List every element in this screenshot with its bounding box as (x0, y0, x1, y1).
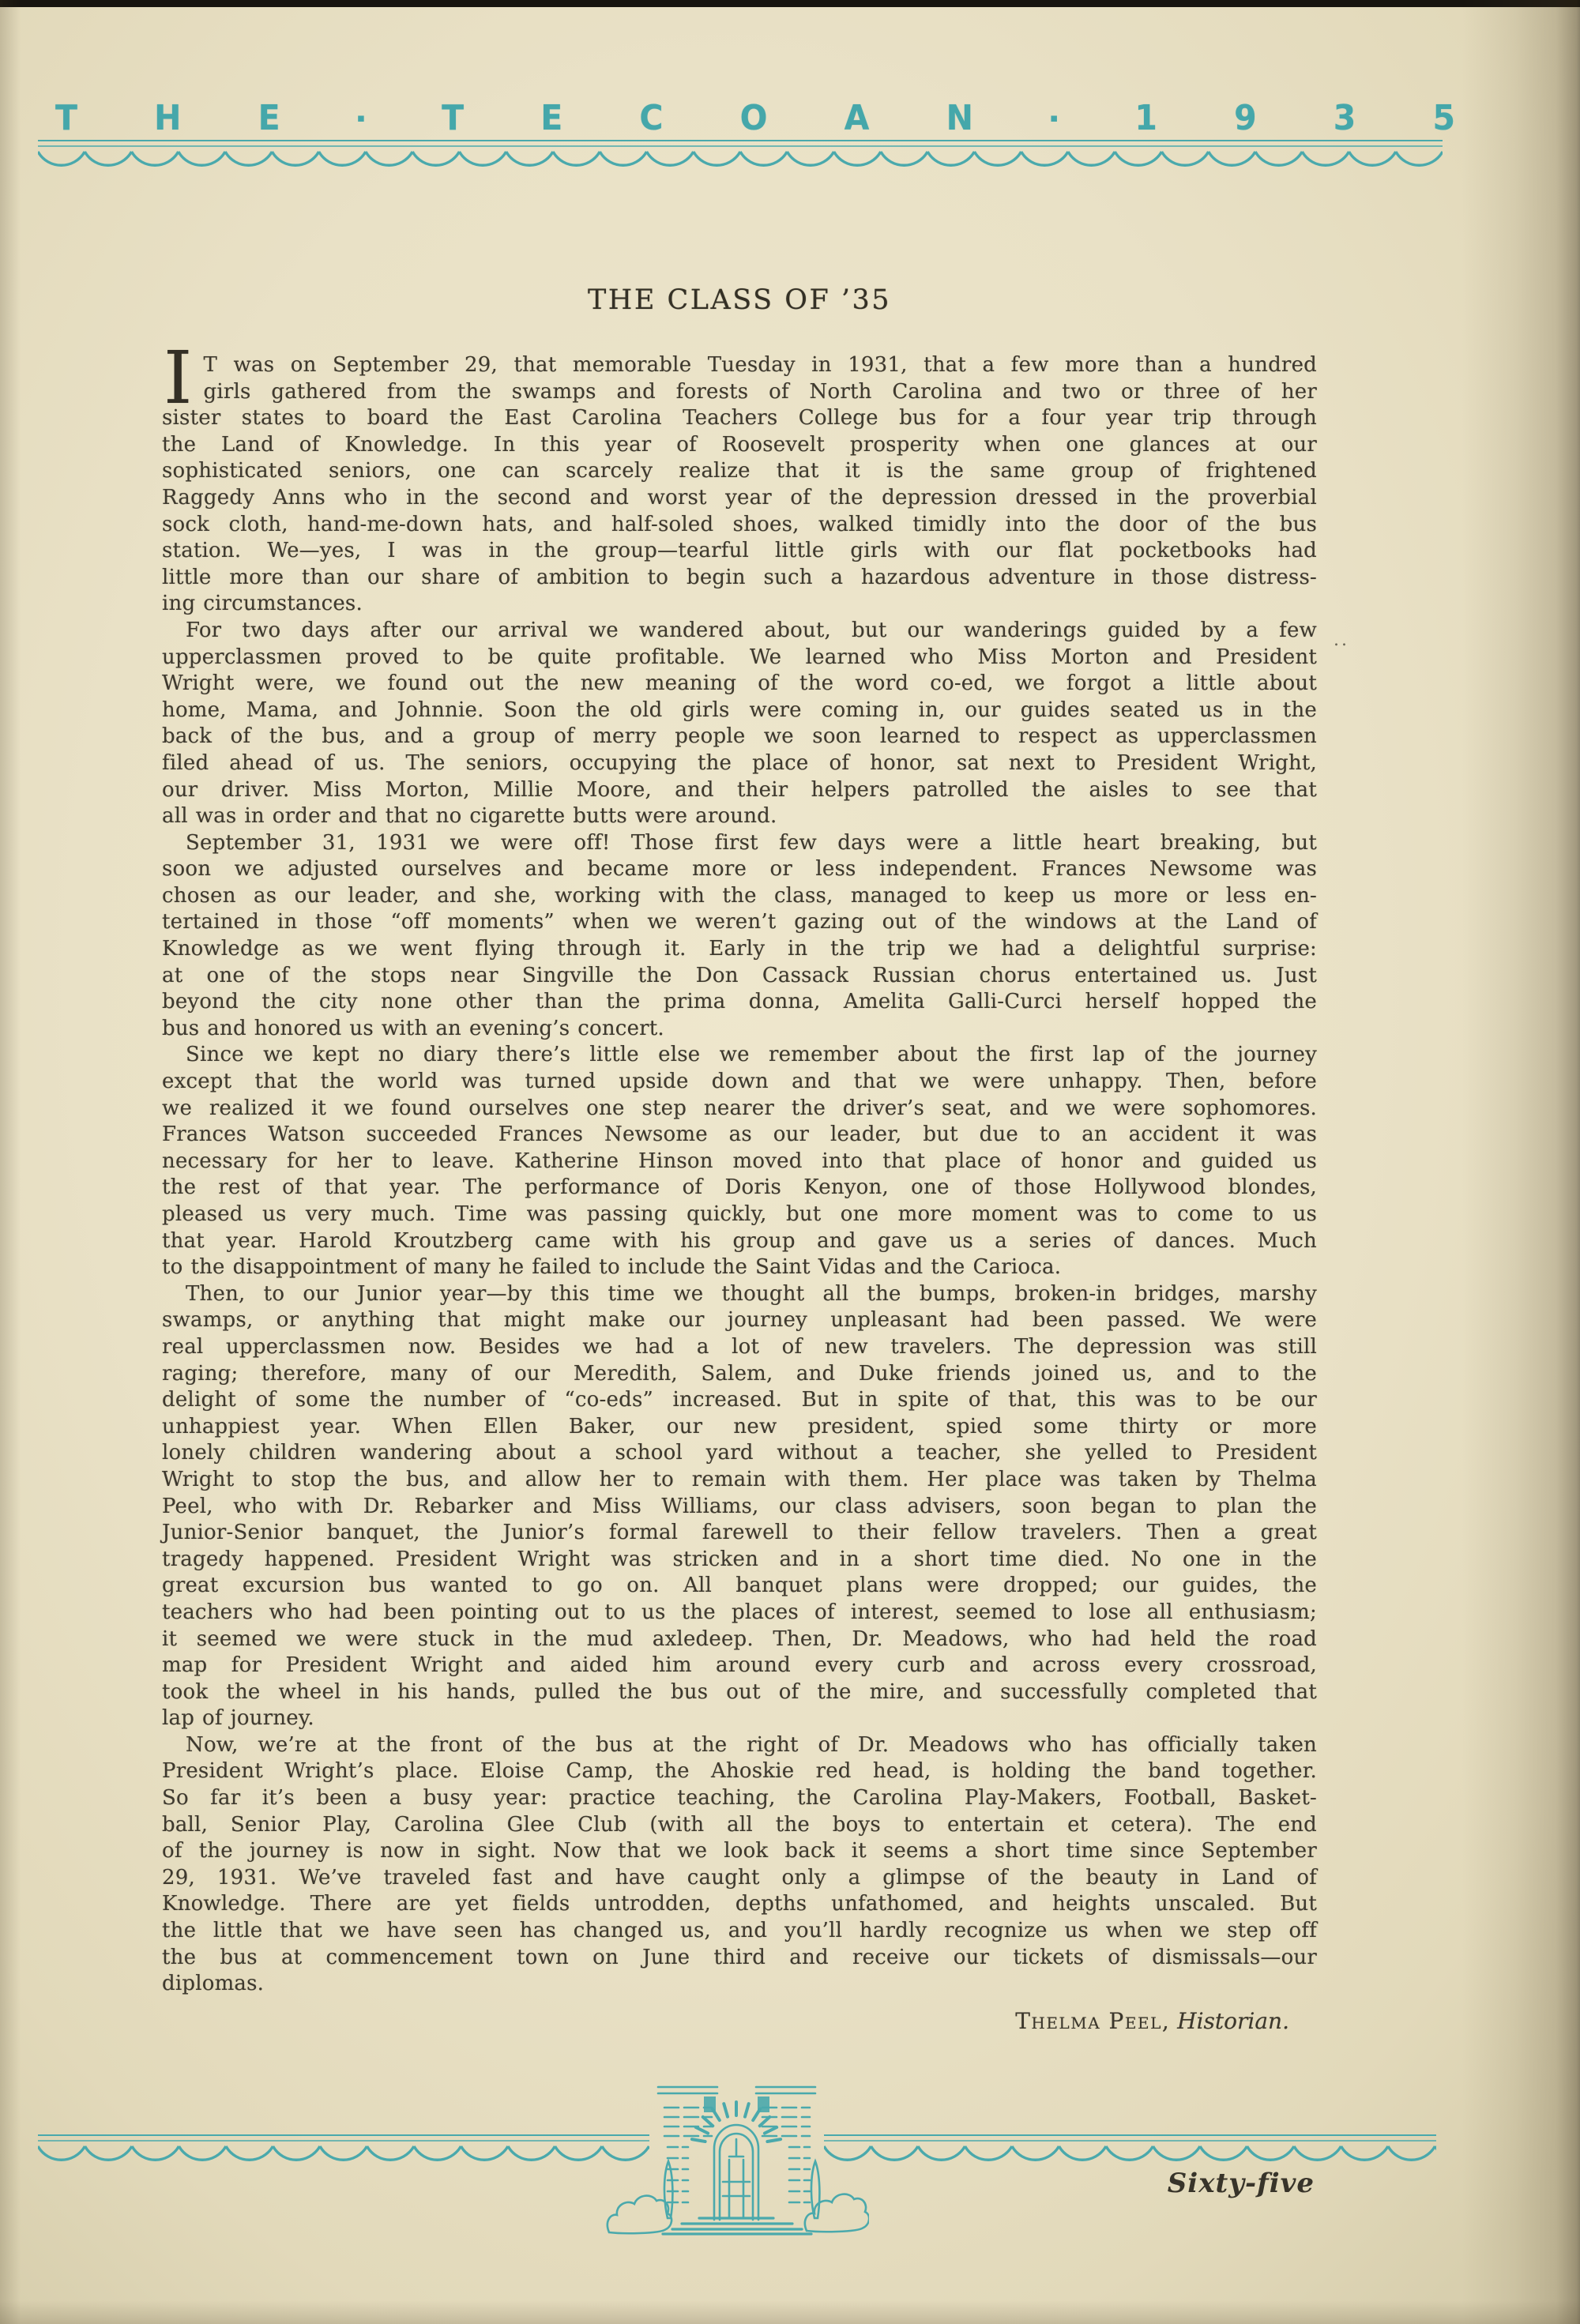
paragraph (162, 1732, 1317, 1998)
scan-left-shadow (0, 0, 21, 2324)
masthead-letter: E (258, 97, 280, 138)
text-line: little more than our share of ambition to begin such a hazardous adventure in those distress- (162, 565, 1317, 589)
text-line: lap of journey. (162, 1706, 314, 1731)
text-line: ball, Senior Play, Carolina Glee Club (with all the boys to entertain et cetera). The end (162, 1812, 1317, 1837)
text-line: the little that we have seen has changed us, and you’ll hardly recognize us when we step off (162, 1919, 1317, 1943)
text-line: at one of the stops near Singville the Don Cassack Russian chorus entertained us. Just (162, 963, 1317, 987)
masthead-letter: 3 (1333, 97, 1356, 138)
text-line: bus and honored us with an evening’s concert. (162, 1016, 664, 1040)
masthead-letter: O (739, 97, 768, 138)
text-line: back of the bus, and a group of merry people we soon learned to respect as upperclassmen (162, 724, 1317, 749)
paragraph (162, 336, 1317, 618)
masthead-letter: 1 (1134, 97, 1157, 138)
text-line: sock cloth, hand-me-down hats, and half-soled shoes, walked timidly into the door of the bus (162, 512, 1317, 536)
text-line: to the disappointment of many he failed to include the Saint Vidas and the Carioca. (162, 1255, 1062, 1280)
scan-bottom-shadow (0, 2300, 1580, 2324)
footer-rule-left (38, 2134, 649, 2142)
text-line: it seemed we were stuck in the mud axledeep. Then, Dr. Meadows, who had held the road (162, 1626, 1317, 1651)
text-line: real upperclassmen now. Besides we had a lot of new travelers. The depression was still (162, 1334, 1317, 1359)
text-line: Junior-Senior banquet, the Junior’s formal farewell to their fellow travelers. Then a great (162, 1521, 1317, 1545)
masthead-letter: H (154, 97, 182, 138)
signature-role: Historian. (1177, 2008, 1289, 2034)
separator-dot-icon: ▪ (1050, 111, 1059, 125)
text-line: delight of some the number of “co-eds” increased. But in spite of that, this was to be our (162, 1388, 1317, 1412)
paragraph (162, 830, 1317, 1043)
signature-name: Thelma Peel, (1015, 2008, 1171, 2034)
wave-border-top-icon (38, 149, 1443, 172)
text-line: chosen as our leader, and she, working with the class, managed to keep us more or less en- (162, 883, 1317, 908)
text-line: necessary for her to leave. Katherine Hinson moved into that place of honor and guided us (162, 1149, 1317, 1173)
page-number: Sixty-five (1167, 2168, 1315, 2199)
scan-right-shadow (1462, 0, 1580, 2324)
text-line: Peel, who with Dr. Rebarker and Miss Williams, our class advisers, soon began to plan the (162, 1494, 1317, 1518)
text-line: Knowledge. There are yet fields untrodden, depths unfathomed, and heights unscaled. But (162, 1892, 1317, 1916)
scan-top-edge (0, 0, 1580, 7)
text-line: Frances Watson succeeded Frances Newsome as our leader, but due to an accident it was (162, 1123, 1317, 1147)
text-line: 29, 1931. We’ve traveled fast and have caught only a glimpse of the beauty in Land of (162, 1865, 1317, 1890)
text-line: tertained in those “off moments” when we weren’t gazing out of the windows at the Land of (162, 910, 1317, 934)
text-line: Knowledge as we went flying through it. Early in the trip we had a delightful surprise: (162, 937, 1317, 961)
masthead-letter: C (639, 97, 664, 138)
masthead-letter: T (442, 97, 465, 138)
text-line: T was on September 29, that memorable Tuesday in 1931, that a few more than a hundred (203, 353, 1317, 377)
text-line: home, Mama, and Johnnie. Soon the old girls were coming in, our guides seated us in the (162, 698, 1317, 722)
text-line: Raggedy Anns who in the second and worst year of the depression dressed in the proverbial (162, 485, 1317, 510)
masthead-rule (38, 140, 1443, 147)
text-line: upperclassmen proved to be quite profitable. We learned who Miss Morton and President (162, 645, 1317, 669)
text-line: September 31, 1931 we were off! Those first few days were a little heart breaking, but (186, 830, 1317, 855)
text-line: the bus at commencement town on June third and receive our tickets of dismissals—our (162, 1945, 1317, 1969)
text-line: tragedy happened. President Wright was stricken and in a short time died. No one in the (162, 1547, 1317, 1571)
paragraph (162, 1281, 1317, 1732)
text-line: ing circumstances. (162, 592, 363, 616)
text-line: President Wright’s place. Eloise Camp, the Ahoskie red head, is holding the band together. (162, 1759, 1317, 1784)
text-line: we realized it we found ourselves one step nearer the driver’s seat, and we were sophomores. (162, 1096, 1317, 1120)
wave-border-bottom-right-icon (824, 2143, 1436, 2167)
masthead (55, 98, 1455, 137)
text-line: sister states to board the East Carolina Teachers College bus for a four year trip through (162, 406, 1317, 431)
text-line: teachers who had been pointing out to us the places of interest, seemed to lose all enthusiasm; (162, 1600, 1317, 1624)
text-line: that year. Harold Kroutzberg came with his group and gave us a series of dances. Much (162, 1228, 1317, 1253)
text-line: all was in order and that no cigarette butts were around. (162, 804, 777, 829)
text-line: station. We—yes, I was in the group—tearful little girls with our flat pocketbooks had (162, 539, 1317, 563)
paragraph (162, 1042, 1317, 1280)
text-line: the Land of Knowledge. In this year of Roosevelt prosperity when one glances at our (162, 432, 1317, 457)
text-line: map for President Wright and aided him around every curb and across every crossroad, (162, 1653, 1317, 1678)
masthead-letter: 5 (1432, 97, 1455, 138)
text-line: Now, we’re at the front of the bus at the right of Dr. Meadows who has officially taken (186, 1732, 1317, 1757)
text-line: beyond the city none other than the prima donna, Amelita Galli-Curci herself hopped the (162, 990, 1317, 1014)
text-line: except that the world was turned upside down and that we were unhappy. Then, before (162, 1070, 1317, 1094)
text-line: diplomas. (162, 1972, 265, 1996)
text-line: Since we kept no diary there’s little else we remember about the first lap of the journey (186, 1043, 1317, 1067)
text-line: Wright were, we found out the new meaning of the word co-ed, we forgot a little about (162, 671, 1317, 696)
masthead-letter: 9 (1234, 97, 1257, 138)
text-line: girls gathered from the swamps and forests of North Carolina and two or three of her (203, 379, 1317, 404)
text-line: For two days after our arrival we wandered about, but our wanderings guided by a few (186, 618, 1317, 642)
college-doorway-illustration-icon (604, 2063, 869, 2247)
text-line: Then, to our Junior year—by this time we thought all the bumps, broken-in bridges, marshy (186, 1281, 1317, 1306)
text-line: swamps, or anything that might make our journey unpleasant had been passed. We were (162, 1308, 1317, 1333)
separator-dot-icon: ▪ (356, 111, 365, 125)
masthead-letter: N (946, 97, 973, 138)
text-line: sophisticated seniors, one can scarcely realize that it is the same group of frightened (162, 459, 1317, 483)
text-line: took the wheel in his hands, pulled the bus out of the mire, and successfully completed that (162, 1679, 1317, 1704)
text-line: of the journey is now in sight. Now that we look back it seems a short time since September (162, 1839, 1317, 1863)
masthead-letter: E (540, 97, 563, 138)
text-line: great excursion bus wanted to go on. All banquet plans were dropped; our guides, the (162, 1574, 1317, 1598)
text-line: soon we adjusted ourselves and became more or less independent. Frances Newsome was (162, 857, 1317, 882)
text-line: the rest of that year. The performance of Doris Kenyon, one of those Hollywood blondes, (162, 1175, 1317, 1200)
text-line: unhappiest year. When Ellen Baker, our new president, spied some thirty or more (162, 1414, 1317, 1438)
text-line: Wright to stop the bus, and allow her to remain with them. Her place was taken by Thelma (162, 1467, 1317, 1491)
print-artifact: .. (1334, 630, 1349, 650)
page-title: THE CLASS OF ’35 (587, 284, 892, 316)
masthead-letter: T (55, 97, 77, 138)
masthead-letter: A (844, 97, 870, 138)
signature (162, 2008, 1289, 2034)
article-body (162, 336, 1317, 1998)
text-line: our driver. Miss Morton, Millie Moore, and their helpers patrolled the aisles to see that (162, 777, 1317, 802)
wave-border-bottom-left-icon (38, 2143, 649, 2167)
drop-cap: I (164, 336, 193, 420)
text-line: raging; therefore, many of our Meredith, Salem, and Duke friends joined us, and to the (162, 1361, 1317, 1386)
text-line: lonely children wandering about a school yard without a teacher, she yelled to President (162, 1441, 1317, 1465)
footer-rule-right (824, 2134, 1436, 2142)
text-line: filed ahead of us. The seniors, occupying the place of honor, sat next to President Wright, (162, 750, 1317, 775)
text-line: So far it’s been a busy year: practice teaching, the Carolina Play-Makers, Football, Basket- (162, 1786, 1317, 1811)
paragraph (162, 618, 1317, 830)
text-line: pleased us very much. Time was passing quickly, but one more moment was to come to us (162, 1202, 1317, 1226)
